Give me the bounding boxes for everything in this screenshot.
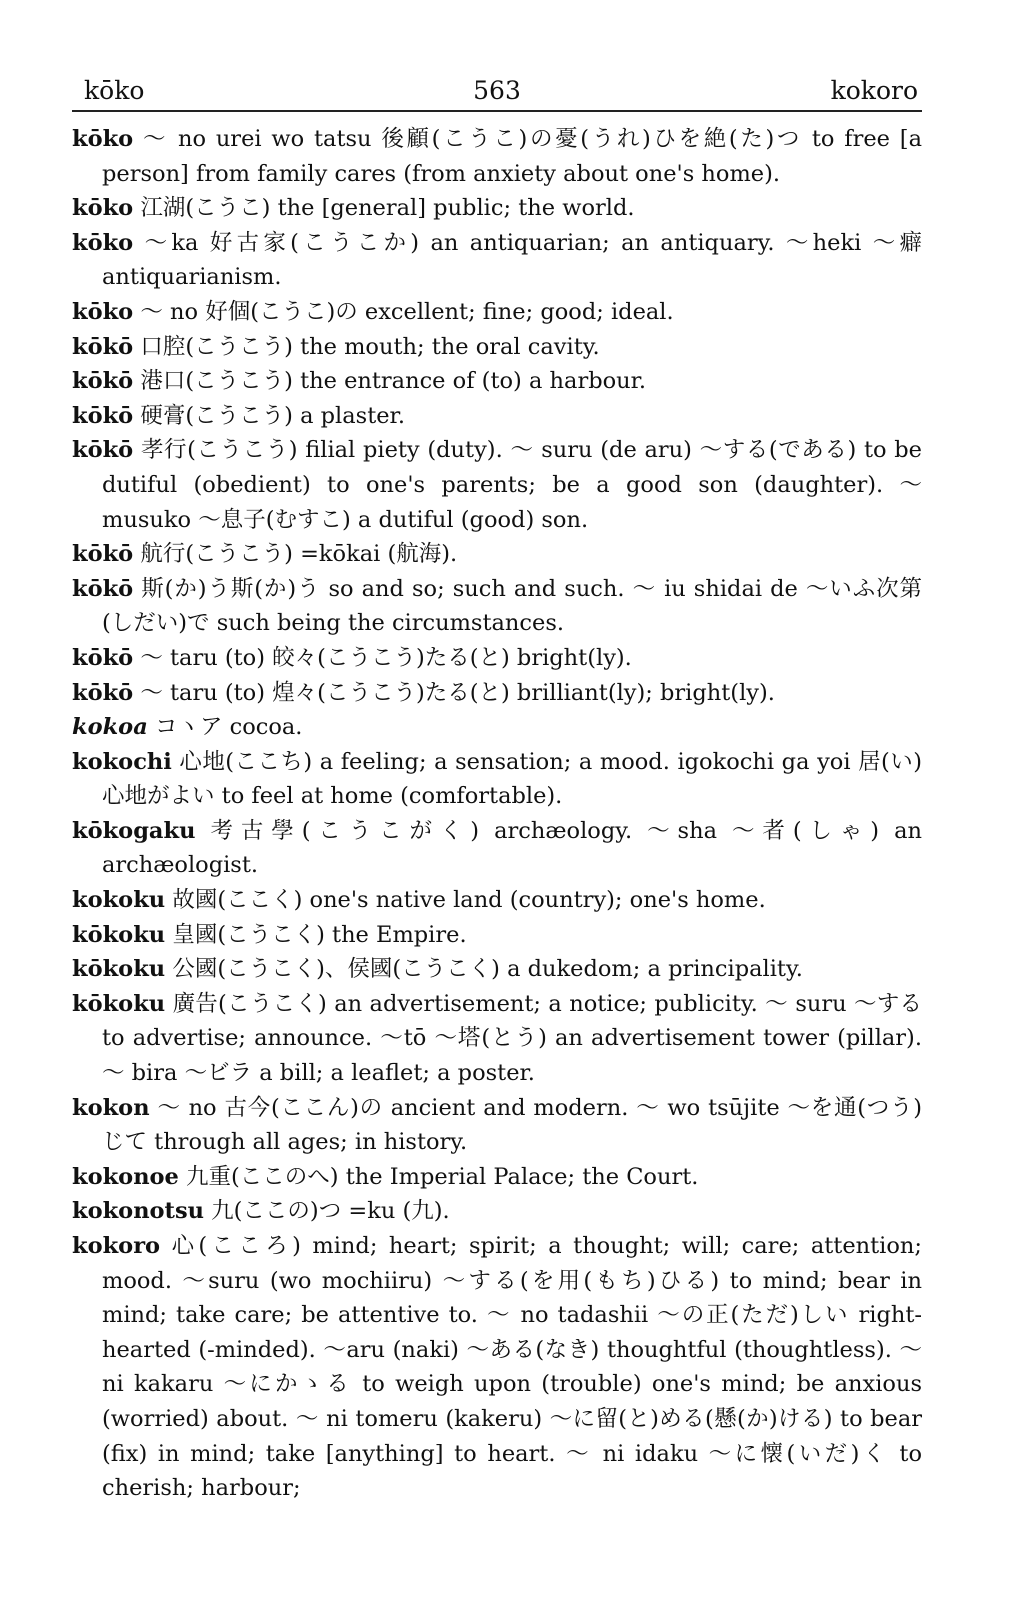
entry-definition: ～ taru (to) 皎々(こうこう)たる(と) bright(ly). (140, 644, 632, 671)
entry-headword: kōko (72, 298, 134, 325)
dictionary-entry (72, 330, 922, 365)
header-left-guide-word: kōko (84, 76, 145, 105)
dictionary-entry (72, 1160, 922, 1195)
entry-definition: 孝行(こうこう) filial piety (duty). ～ suru (de aru) ～する(である) to be dutiful (obedient) to one's parents; be a good son (daughter). ～ musuko ～息子(むすこ) a dutiful (good) son. (102, 437, 922, 533)
dictionary-entry (72, 295, 922, 330)
entry-definition: 江湖(こうこ) the [general] public; the world. (140, 195, 635, 222)
entry-headword: kokon (72, 1094, 150, 1121)
entry-definition: 斯(か)う斯(か)う so and so; such and such. ～ iu shidai de ～いふ次第(しだい)で such being the circumstances. (102, 575, 923, 637)
entry-headword: kōkō (72, 541, 134, 568)
dictionary-entry (72, 1091, 922, 1160)
dictionary-entry (72, 226, 922, 295)
dictionary-entry (72, 987, 922, 1091)
dictionary-entry (72, 952, 922, 987)
entry-headword: kōkoku (72, 956, 166, 983)
header-right-guide-word: kokoro (830, 76, 918, 105)
entry-definition: 公國(こうこく)、侯國(こうこく) a dukedom; a principality. (172, 956, 803, 983)
entry-definition: 九重(ここのへ) the Imperial Palace; the Court. (186, 1163, 699, 1190)
entry-headword: kokoku (72, 887, 166, 914)
entry-headword: kōko (72, 195, 134, 222)
dictionary-entry (72, 433, 922, 537)
dictionary-entry (72, 191, 922, 226)
entry-headword: kōkoku (72, 990, 166, 1017)
entry-definition: コヽア cocoa. (154, 714, 303, 741)
dictionary-page (72, 70, 922, 1506)
dictionary-entry (72, 364, 922, 399)
dictionary-entry (72, 641, 922, 676)
dictionary-entry (72, 122, 922, 191)
dictionary-entry (72, 745, 922, 814)
entry-headword: kokonoe (72, 1163, 179, 1190)
entry-headword: kōkō (72, 333, 134, 360)
entry-headword: kokoa (72, 714, 148, 741)
page-header (72, 70, 922, 112)
entry-headword: kokoro (72, 1233, 161, 1259)
entry-definition: 九(ここの)つ =ku (九). (211, 1198, 450, 1225)
entry-definition: 心地(ここち) a feeling; a sensation; a mood. igokochi ga yoi 居(い)心地がよい to feel at home (comfortable). (102, 748, 922, 810)
entry-headword: kōkō (72, 368, 134, 395)
entry-definition: 故國(ここく) one's native land (country); one's home. (172, 887, 766, 914)
entry-definition: ～ no 古今(ここん)の ancient and modern. ～ wo tsūjite ～を通(つう)じて through all ages; in history. (102, 1094, 922, 1156)
dictionary-entry (72, 1194, 922, 1229)
entry-definition: ～ no urei wo tatsu 後顧(こうこ)の憂(うれ)ひを絶(た)つ to free [a person] from family cares (from anxiety about one's home). (102, 126, 922, 187)
dictionary-entry (72, 399, 922, 434)
dictionary-entry (72, 572, 922, 641)
dictionary-entry (72, 710, 922, 745)
entry-definition: 硬膏(こうこう) a plaster. (140, 402, 405, 429)
entry-definition: 廣告(こうこく) an advertisement; a notice; publicity. ～ suru ～する to advertise; announce. ～tō ～塔(とう) an advertisement tower (pillar). ～ bira ～ビラ a bill; a leaflet; a poster. (102, 990, 922, 1087)
dictionary-entry (72, 883, 922, 918)
entry-definition: 心(こころ) mind; heart; spirit; a thought; will; care; attention; mood. ～suru (wo mochiiru) ～する(を用(もち)ひる) to mind; bear in mind; take care; be attentive to. ～ no tadashii ～の正(ただ)しい right-hearted (-minded). ～aru (naki) ～ある(なき) thoughtful (thoughtless). ～ ni kakaru ～にかゝる to weigh upon (trouble) one's mind; be anxious (worried) about. ～ ni tomeru (kakeru) ～に留(と)める(懸(か)ける) to bear (fix) in mind; take [anything] to heart. ～ ni idaku ～に懐(いだ)く to cherish; harbour; (102, 1233, 923, 1502)
entry-headword: kōkō (72, 402, 134, 429)
entry-headword: kōkō (72, 644, 134, 671)
entry-headword: kōkō (72, 679, 134, 706)
entry-headword: kōkogaku (72, 817, 196, 844)
entry-headword: kokonotsu (72, 1198, 204, 1225)
entry-definition: 港口(こうこう) the entrance of (to) a harbour. (140, 368, 647, 395)
dictionary-entry (72, 1229, 922, 1506)
dictionary-entry (72, 676, 922, 711)
entry-definition: 航行(こうこう) =kōkai (航海). (140, 541, 458, 568)
dictionary-entry (72, 537, 922, 572)
entry-definition: 皇國(こうこく) the Empire. (172, 921, 467, 948)
entry-headword: kōko (72, 126, 134, 152)
dictionary-entry (72, 918, 922, 953)
entry-headword: kōkō (72, 575, 134, 602)
entry-definition: 考古學(こうこがく) archæology. ～sha ～者(しゃ) an archæologist. (102, 817, 922, 879)
entry-definition: 口腔(こうこう) the mouth; the oral cavity. (140, 333, 600, 360)
dictionary-entry (72, 814, 922, 883)
entry-list (72, 122, 922, 1506)
entry-headword: kokochi (72, 748, 172, 775)
page-number: 563 (473, 76, 521, 105)
entry-definition: ～ no 好個(こうこ)の excellent; fine; good; ideal. (140, 298, 674, 325)
entry-headword: kōkoku (72, 921, 166, 948)
entry-headword: kōko (72, 229, 134, 256)
entry-definition: ～ taru (to) 煌々(こうこう)たる(と) brilliant(ly); bright(ly). (140, 679, 775, 706)
entry-definition: ～ka 好古家(こうこか) an antiquarian; an antiquary. ～heki ～癖 antiquarianism. (102, 229, 922, 291)
entry-headword: kōkō (72, 437, 134, 464)
